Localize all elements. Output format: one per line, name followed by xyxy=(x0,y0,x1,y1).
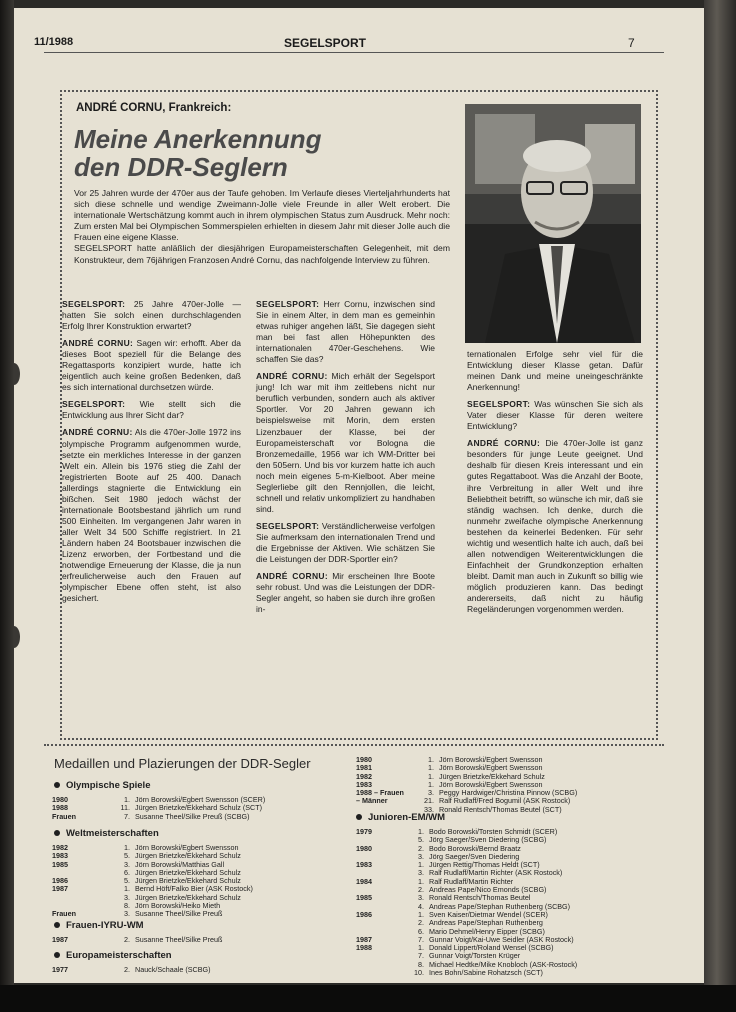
result-names: Bernd Höft/Falko Bier (ASK Rostock) xyxy=(135,884,253,894)
result-year: Frauen xyxy=(52,909,76,919)
paragraph-text: Mich erhält der Segelsport jung! Ich war mit ihm zeitlebens nicht nur beruflich verbunden, sondern auch als aktiver Sportler. Vor 20 Jahren gewann ich beispielsweise mit Morin, dem ersten Lizenzbauer der Klasse, bei der Europameisterschaft vor Bologna die Bronzemedaille, 1956 war ich WM-Dritter bei den 505ern. Und bis vor kurzem hatte ich auch noch mein eigenes 5-m-Kielboot. Aber meine Seglerliebe gilt den Rennjollen, die leicht, schnell und relativ unkompliziert zu handhaben sind. xyxy=(256,371,436,514)
result-names: Andreas Pape/Stephan Ruthenberg xyxy=(429,918,543,928)
result-place: 2. xyxy=(124,935,130,944)
result-place: 1. xyxy=(428,779,434,789)
paragraph-text: Sagen wir: erhofft. Aber da dieses Boot speziell für die Belange des Regattasports konzipiert wurde, hatte ich eigentlich auch keine großen Bedenken, daß es sich international durchsetzen würde. xyxy=(62,338,241,393)
result-year: 1986 xyxy=(52,876,68,886)
section-separator xyxy=(44,744,664,746)
paragraph-text: Verständlicherweise verfolgen Sie aufmerksam den internationalen Trend und die Ergebnisse der Aktiven. Wie schätzen Sie die Leistungen der DDR-Sportler ein? xyxy=(256,520,435,565)
result-year: 1980 xyxy=(356,843,372,853)
section-label: Europameisterschaften xyxy=(66,950,172,961)
speaker-label: SEGELSPORT: xyxy=(256,520,320,531)
result-place: 3. xyxy=(418,893,424,903)
result-place: 1. xyxy=(418,827,424,836)
paragraph-text: 25 Jahre 470er-Jolle — hatten Sie solch einen durchschlagenden Erfolg Ihrer Konstruktion erwartet? xyxy=(62,299,241,332)
result-names: Sven Kaiser/Dietmar Wendel (SCER) xyxy=(429,909,548,919)
result-year: 1987 xyxy=(52,884,68,894)
intro-paragraph: Vor 25 Jahren wurde der 470er aus der Taufe gehoben. Im Verlaufe dieses Vierteljahrhunderts hat sich diese schnelle und wendige Zweimann-Jolle viele Freunde in aller Welt erobert. Die internationale Wertschätzung kommt auch in ihrem olympischen Status zum Ausdruck. Mehr noch: Zum ersten Mal bei Olympischen Sommerspielen erhielten in diesem Jahr mit dieser Jolle auch die Frauen eine eigene Klasse. xyxy=(74,188,450,243)
world-results xyxy=(52,844,312,919)
article-kicker: ANDRÉ CORNU, Frankreich: xyxy=(76,102,232,114)
result-place: 2. xyxy=(418,918,424,928)
result-names: Ralf Rudlaff/Martin Richter xyxy=(429,876,514,886)
result-place: 21. xyxy=(424,796,434,806)
result-year: 1979 xyxy=(356,827,372,836)
result-names: Jürgen Brietzke/Ekkehard Schulz xyxy=(135,876,241,886)
result-names: Michael Hedtke/Mike Knobloch (ASK-Rostock) xyxy=(429,959,578,969)
intro-paragraph: SEGELSPORT hatte anläßlich der diesjährigen Europameisterschaften Gelegenheit, mit dem Konstrukteur, dem 76jährigen Franzosen André Cornu, das nachfolgende Interview zu führen. xyxy=(74,243,450,265)
result-year: Frauen xyxy=(52,811,76,821)
result-names: Bodo Borowski/Torsten Schmidt (SCER) xyxy=(429,827,558,836)
speaker-label: ANDRÉ CORNU: xyxy=(467,438,541,449)
binding-hole xyxy=(14,363,20,385)
result-names: Gunnar Voigt/Kai-Uwe Seidler (ASK Rostock) xyxy=(429,934,574,944)
headline-line: Meine Anerkennung xyxy=(74,124,322,154)
interview-paragraph xyxy=(62,399,241,421)
result-year: 1982 xyxy=(52,843,68,852)
result-row xyxy=(356,806,676,814)
speaker-label: ANDRÉ CORNU: xyxy=(256,371,328,382)
paragraph-text: Wie stellt sich die Entwicklung aus Ihrer Sicht dar? xyxy=(62,399,241,421)
result-names: Ronald Rentsch/Thomas Beutel xyxy=(429,893,531,903)
result-place: 1. xyxy=(418,860,424,870)
result-row xyxy=(52,966,352,974)
section-label: Olympische Spiele xyxy=(66,780,151,791)
result-place: 1. xyxy=(418,909,424,919)
page-edges xyxy=(704,0,736,1012)
article-intro xyxy=(74,188,450,266)
result-year: 1985 xyxy=(52,859,68,869)
result-names: Jörg Saeger/Sven Diedering (SCBG) xyxy=(429,835,547,845)
paragraph-text: Was wünschen Sie sich als Vater dieser Klasse für deren weitere Entwicklung? xyxy=(467,399,643,432)
result-names: Jörn Borowski/Egbert Swensson xyxy=(439,763,543,773)
interview-paragraph xyxy=(467,349,643,393)
section-label: Junioren-EM/WM xyxy=(368,812,446,823)
result-year: 1988 xyxy=(52,803,68,813)
result-year: 1988 – Frauen xyxy=(356,788,404,798)
result-place: 11. xyxy=(120,803,130,813)
section-heading xyxy=(54,828,159,839)
result-place: 3. xyxy=(124,909,130,919)
paragraph-text: Herr Cornu, inzwischen sind Sie in einem Alter, in dem man es gemeinhin etwas ruhiger angehen läßt, Sie dagegen sieht man bei fast allen Höhepunkten des internationalen 470er-Geschehens. Wie schaffen Sie das? xyxy=(256,299,435,365)
result-names: Jörn Borowski/Heiko Mieth xyxy=(135,901,221,911)
magazine-page xyxy=(14,8,704,983)
speaker-label: SEGELSPORT: xyxy=(256,299,320,309)
result-names: Donald Lippert/Roland Wensel (SCBG) xyxy=(429,943,554,953)
result-names: Mario Dehmel/Henry Eipper (SCBG) xyxy=(429,926,545,936)
result-row xyxy=(52,936,312,944)
interview-column-2 xyxy=(256,299,435,621)
result-place: 1. xyxy=(428,755,434,764)
europe-results-continued xyxy=(356,756,676,814)
bullet-icon xyxy=(356,814,362,820)
result-place: 1. xyxy=(124,884,130,894)
result-names: Jürgen Rettig/Thomas Heldt (SCT) xyxy=(429,860,540,870)
headline-line: den DDR-Seglern xyxy=(74,152,288,182)
result-place: 1. xyxy=(418,943,424,953)
result-year: 1981 xyxy=(356,763,372,773)
result-place: 7. xyxy=(418,951,424,961)
result-place: 7. xyxy=(418,934,424,944)
result-place: 3. xyxy=(428,788,434,798)
result-place: 6. xyxy=(418,926,424,936)
speaker-label: ANDRÉ CORNU: xyxy=(256,571,329,582)
result-year: – Männer xyxy=(356,796,388,806)
result-names: Jörn Borowski/Egbert Swensson xyxy=(439,755,543,764)
result-year: 1977 xyxy=(52,965,68,974)
result-names: Ines Bohn/Sabine Rohatzsch (SCT) xyxy=(429,968,543,978)
result-names: Gunnar Voigt/Torsten Krüger xyxy=(429,951,521,961)
result-year: 1980 xyxy=(356,755,372,764)
result-year: 1987 xyxy=(52,935,68,944)
result-names: Jörn Borowski/Egbert Swensson xyxy=(439,779,543,789)
result-place: 3. xyxy=(124,859,130,869)
section-heading xyxy=(54,920,144,931)
article-headline xyxy=(74,125,454,181)
interview-paragraph xyxy=(62,427,241,604)
result-place: 5. xyxy=(124,851,130,861)
result-place: 1. xyxy=(124,843,130,852)
result-year: 1980 xyxy=(52,795,68,804)
scan-background xyxy=(0,985,736,1012)
result-names: Nauck/Schaale (SCBG) xyxy=(135,965,211,974)
result-place: 2. xyxy=(418,885,424,895)
speaker-label: SEGELSPORT: xyxy=(62,399,126,410)
result-year: 1985 xyxy=(356,893,372,903)
result-names: Jürgen Brietzke/Ekkehard Schulz xyxy=(135,892,241,902)
bullet-icon xyxy=(54,782,60,788)
result-names: Jörn Borowski/Matthias Gall xyxy=(135,859,225,869)
result-year: 1982 xyxy=(356,771,372,781)
interview-paragraph xyxy=(256,571,435,615)
result-names: Susanne Theel/Silke Preuß xyxy=(135,935,223,944)
olympic-results xyxy=(52,796,312,821)
result-names: Jörn Borowski/Egbert Swensson (SCER) xyxy=(135,795,266,804)
interview-paragraph xyxy=(256,371,435,515)
junior-results xyxy=(356,828,656,977)
result-place: 1. xyxy=(124,795,130,804)
result-place: 8. xyxy=(124,901,130,911)
result-names: Jürgen Brietzke/Ekkehard Schulz (SCT) xyxy=(135,803,263,813)
header-rule xyxy=(44,52,664,53)
result-place: 5. xyxy=(124,876,130,886)
interview-paragraph xyxy=(467,399,643,432)
result-year: 1987 xyxy=(356,934,372,944)
result-names: Jürgen Brietzke/Ekkehard Schulz xyxy=(439,771,545,781)
result-place: 3. xyxy=(418,868,424,878)
result-names: Andreas Pape/Nico Emonds (SCBG) xyxy=(429,885,547,895)
result-place: 1. xyxy=(418,876,424,886)
result-place: 5. xyxy=(418,835,424,845)
result-place: 7. xyxy=(124,811,130,821)
interview-paragraph xyxy=(467,438,643,615)
result-year: 1983 xyxy=(356,860,372,870)
result-names: Ralf Rudlaff/Martin Richter (ASK Rostock) xyxy=(429,868,563,878)
result-names: Jörn Borowski/Egbert Swensson xyxy=(135,843,239,852)
result-place: 8. xyxy=(418,959,424,969)
result-names: Ralf Rudlaff/Fred Bogumil (ASK Rostock) xyxy=(439,796,571,806)
result-names: Jörg Saeger/Sven Diedering xyxy=(429,851,520,861)
europe-results xyxy=(52,966,352,974)
result-names: Jürgen Brietzke/Ekkehard Schulz xyxy=(135,851,241,861)
interview-paragraph xyxy=(62,338,241,393)
result-place: 3. xyxy=(418,851,424,861)
interview-column-3 xyxy=(467,349,643,621)
result-year: 1984 xyxy=(356,876,372,886)
result-year: 1986 xyxy=(356,909,372,919)
result-names: Andreas Pape/Stephan Ruthenberg (SCBG) xyxy=(429,901,571,911)
result-names: Susanne Theel/Silke Preuß xyxy=(135,909,223,919)
result-place: 1. xyxy=(428,763,434,773)
bullet-icon xyxy=(54,952,60,958)
magazine-title: SEGELSPORT xyxy=(284,36,367,50)
portrait-photo xyxy=(465,104,641,343)
result-place: 1. xyxy=(428,771,434,781)
result-year: 1983 xyxy=(52,851,68,861)
speaker-label: ANDRÉ CORNU: xyxy=(62,338,134,349)
interview-paragraph xyxy=(62,299,241,332)
paragraph-text: Mir erscheinen Ihre Boote sehr robust. Und was die Leistungen der DDR-Segler angeht, so haben sie durch ihre großen in- xyxy=(256,571,435,615)
result-names: Jürgen Brietzke/Ekkehard Schulz xyxy=(135,867,241,877)
result-place: 6. xyxy=(124,867,130,877)
interview-paragraph xyxy=(256,521,435,565)
result-place: 10. xyxy=(414,968,424,978)
result-year: 1983 xyxy=(356,779,372,789)
interview-column-1 xyxy=(62,299,241,610)
speaker-label: SEGELSPORT: xyxy=(467,399,531,410)
result-year: 1988 xyxy=(356,943,372,953)
bullet-icon xyxy=(54,830,60,836)
result-place: 3. xyxy=(124,892,130,902)
book-spine xyxy=(0,0,14,1012)
paragraph-text: Als die 470er-Jolle 1972 ins olympische Programm aufgenommen wurde, setzte ein merkliches Interesse in der ganzen Welt ein. Allein bis 1976 stieg die Zahl der registrierten Boote auf 25 400. Danach allerdings stagnierte die Entwicklung ein bißchen. Seit 1980 jedoch wächst der internationale Bootsbestand jährlich um rund 500 Einheiten. Im vergangenen Jahr waren in aller Welt 34 500 Schiffe registriert. In 21 Ländern haben 24 Bootsbauer inzwischen die Lizenz erworben, der Fortbestand und die notwendige Erneuerung der Klasse, die ja nun erfreulicherweise auch den Frauen auf olympischer Ebene offen steht, ist also gesichert. xyxy=(62,427,241,604)
bullet-icon xyxy=(54,922,60,928)
result-names: Bodo Borowski/Bernd Braatz xyxy=(429,843,521,853)
result-row xyxy=(52,813,312,821)
result-place: 33. xyxy=(424,804,434,814)
paragraph-text: Die 470er-Jolle ist ganz besonders für junge Leute geeignet. Und deshalb für diesen Kreis interessant und ein gutes Regattaboot. Was die Anzahl der Boote, ihre Verbreitung in aller Welt und ihre Beliebtheit betrifft, so wünsche ich mir, daß sie ständig wachsen. Ich denke, durch die nunmehr zweifache olympische Anerkennung bestehen da keinerlei Bedenken. Für sehr wichtig und wesentlich halte ich auch, daß bei allen notwendigen Weiterentwicklungen die Einfachheit der Grundkonzeption erhalten bleibt. Damit man auch in Zukunft so billig wie möglich produzieren kann. Das bedingt andererseits, daß nicht zu häufig Regeländerungen vorgenommen werden. xyxy=(467,438,643,615)
binding-hole xyxy=(14,626,20,648)
issue-label: 11/1988 xyxy=(34,36,74,48)
section-heading xyxy=(54,950,172,961)
result-row xyxy=(52,910,312,918)
iyru-results xyxy=(52,936,312,944)
result-names: Peggy Hardwiger/Christina Pinnow (SCBG) xyxy=(439,788,578,798)
result-place: 2. xyxy=(418,843,424,853)
paragraph-text: ternationalen Erfolge sehr viel für die Entwicklung dieser Klasse getan. Dafür meinen Dank und meine uneingeschränkte Anerkennung! xyxy=(467,349,643,393)
speaker-label: SEGELSPORT: xyxy=(62,299,126,309)
result-names: Susanne Theel/Silke Preuß (SCBG) xyxy=(135,811,250,821)
speaker-label: ANDRÉ CORNU: xyxy=(62,427,133,438)
page-number: 7 xyxy=(628,36,635,50)
section-label: Weltmeisterschaften xyxy=(66,828,159,839)
section-label: Frauen-IYRU-WM xyxy=(66,920,144,931)
section-heading xyxy=(54,780,150,791)
result-names: Ronald Rentsch/Thomas Beutel (SCT) xyxy=(439,804,562,814)
medals-title: Medaillen und Plazierungen der DDR-Segler xyxy=(54,756,311,771)
interview-paragraph xyxy=(256,299,435,365)
result-row xyxy=(356,969,656,977)
result-place: 2. xyxy=(124,965,130,974)
result-place: 4. xyxy=(418,901,424,911)
